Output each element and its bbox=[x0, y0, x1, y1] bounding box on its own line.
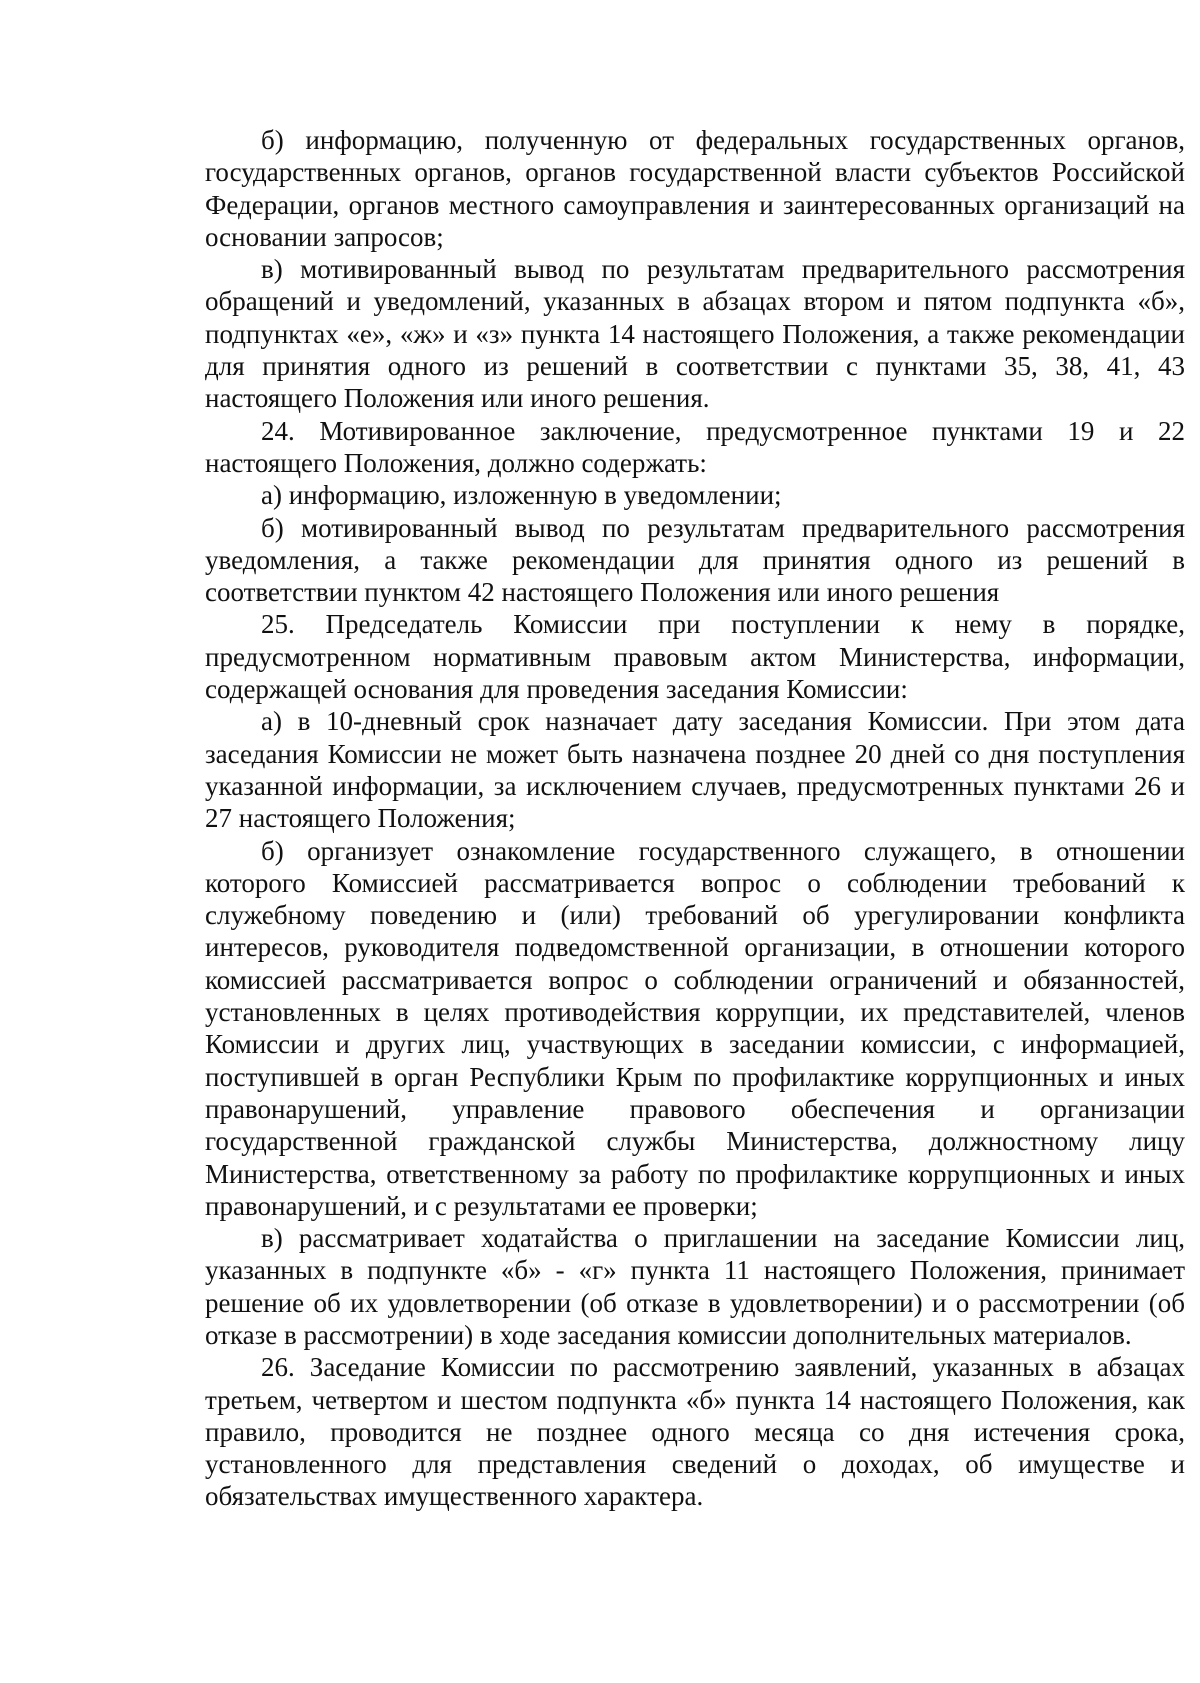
paragraph-24-a: а) информацию, изложенную в уведомлении; bbox=[261, 480, 782, 511]
paragraph-b-information: б) информацию, полученную от федеральных государственных органов, государственных органов, органов государственной власти субъектов Российской Федерации, органов местного самоуправления и заинтересованных организаций на основании запросов; bbox=[205, 125, 1185, 252]
paragraph-26: 26. Заседание Комиссии по рассмотрению заявлений, указанных в абзацах третьем, четвертом и шестом подпункта «б» пункта 14 настоящего Положения, как правило, проводится не позднее одного месяца со дня истечения срока, установленного для представления сведений о доходах, об имуществе и обязательствах имущественного характера. bbox=[205, 1352, 1185, 1512]
document-body bbox=[205, 124, 1185, 1513]
paragraph-25-a: а) в 10-дневный срок назначает дату заседания Комиссии. При этом дата заседания Комиссии не может быть назначена позднее 20 дней со дня поступления указанной информации, за исключением случаев, предусмотренных пунктами 26 и 27 настоящего Положения; bbox=[205, 706, 1185, 834]
paragraph-25-v: в) рассматривает ходатайства о приглашении на заседание Комиссии лиц, указанных в подпункте «б» - «г» пункта 11 настоящего Положения, принимает решение об их удовлетворении (об отказе в удовлетворении) и о рассмотрении (об отказе в рассмотрении) в ходе заседания комиссии дополнительных материалов. bbox=[205, 1223, 1185, 1350]
paragraph-24-b: б) мотивированный вывод по результатам предварительного рассмотрения уведомления, а также рекомендации для принятия одного из решений в соответствии пунктом 42 настоящего Положения или иного решения bbox=[205, 512, 1185, 608]
paragraph-25-b: б) организует ознакомление государственного служащего, в отношении которого Комиссией рассматривается вопрос о соблюдении требований к служебному поведению и (или) требований об урегулировании конфликта интересов, руководителя подведомственной организации, в отношении которого комиссией рассматривается вопрос о соблюдении ограничений и обязанностей, установленных в целях противодействия коррупции, их представителей, членов Комиссии и других лиц, участвующих в заседании комиссии, с информацией, поступившей в орган Республики Крым по профилактике коррупционных и иных правонарушений, управление правового обеспечения и организации государственной гражданской службы Министерства, должностному лицу Министерства, ответственному за работу по профилактике коррупционных и иных правонарушений, и с результатами ее проверки; bbox=[205, 835, 1185, 1221]
paragraph-25: 25. Председатель Комиссии при поступлении к нему в порядке, предусмотренном нормативным правовым актом Министерства, информации, содержащей основания для проведения заседания Комиссии: bbox=[205, 609, 1185, 705]
paragraph-v-motivated-conclusion: в) мотивированный вывод по результатам предварительного рассмотрения обращений и уведомлений, указанных в абзацах втором и пятом подпункта «б», подпунктах «е», «ж» и «з» пункта 14 настоящего Положения, а также рекомендации для принятия одного из решений в соответствии с пунктами 35, 38, 41, 43 настоящего Положения или иного решения. bbox=[205, 254, 1185, 414]
paragraph-24: 24. Мотивированное заключение, предусмотренное пунктами 19 и 22 настоящего Положения, должно содержать: bbox=[205, 415, 1185, 478]
